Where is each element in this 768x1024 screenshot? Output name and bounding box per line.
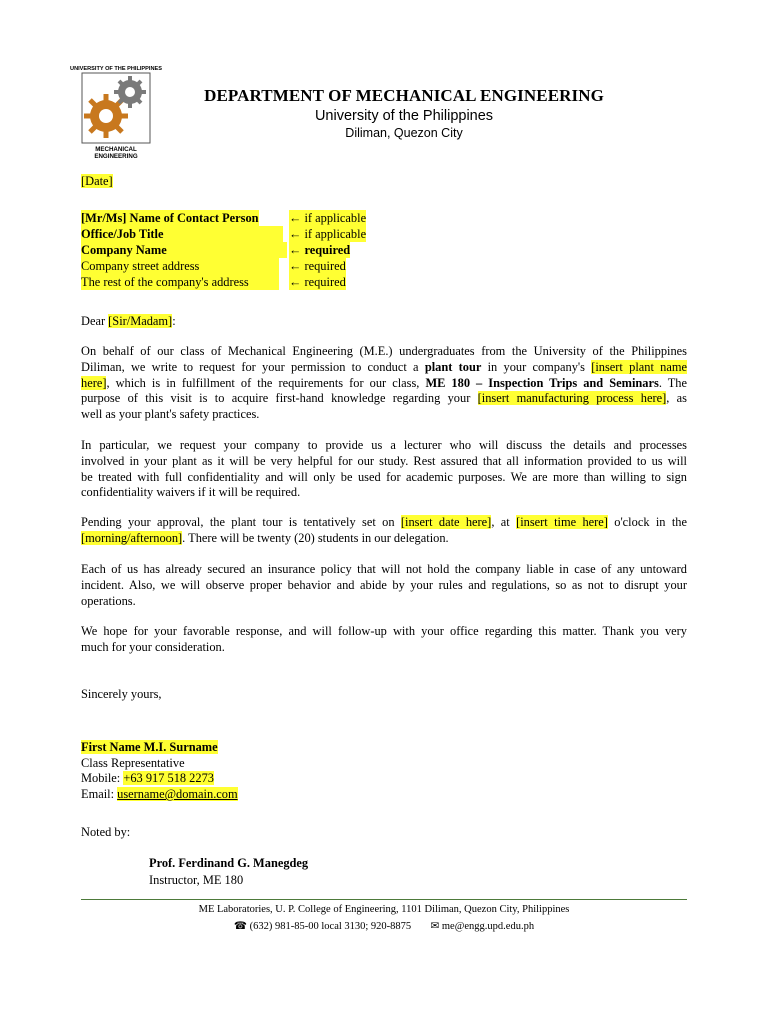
university-name: University of the Philippines	[314, 108, 494, 124]
university-location: Diliman, Quezon City	[345, 126, 463, 140]
signatory-mobile-line	[81, 770, 214, 786]
salutation-name: [Sir/Madam]	[108, 314, 173, 328]
signatory-email-line	[81, 786, 238, 802]
salutation-suffix: :	[172, 314, 176, 328]
logo-bottom-text-1: MECHANICAL	[95, 146, 137, 153]
text-span: , as	[666, 391, 687, 406]
signatory-name: First Name M.I. Surname	[81, 740, 218, 754]
mobile-label: Mobile:	[81, 771, 124, 785]
recipient-note: ← required	[289, 243, 351, 257]
closing-phrase: Sincerely yours,	[81, 687, 162, 701]
recipient-label: Office/Job Title	[81, 226, 283, 242]
footer-contact	[0, 920, 768, 932]
signatory-email-link[interactable]: username@domain.com	[117, 787, 238, 801]
recipient-note: ← if applicable	[289, 227, 367, 241]
time-placeholder: [insert time here]	[516, 515, 608, 529]
footer-address: ME Laboratories, U. P. College of Engineering, 1101 Diliman, Quezon City, Philippines	[198, 904, 570, 915]
salutation	[81, 313, 176, 329]
instructor-name: Prof. Ferdinand G. Manegdeg	[149, 856, 309, 870]
text-line	[81, 360, 687, 376]
logo-top-text: UNIVERSITY OF THE PHILIPPINES	[70, 66, 162, 72]
footer-rule	[81, 899, 687, 900]
text-line: confidentiality waivers if it will be required.	[81, 485, 301, 500]
department-title: DEPARTMENT OF MECHANICAL ENGINEERING	[204, 86, 604, 105]
recipient-line	[81, 274, 346, 290]
text-line: incident. Also, we will observe proper behavior and abide by your rules and regulations, so as not to disrupt your	[81, 577, 687, 592]
recipient-note: ← required	[289, 259, 346, 273]
paragraph-closing	[81, 624, 687, 656]
recipient-note: ← required	[289, 275, 346, 289]
recipient-label: The rest of the company's address	[81, 274, 279, 290]
text-line: We hope for your favorable response, and will follow-up with your office regarding this matter. Thank you very	[81, 624, 687, 638]
signatory-role: Class Representative	[81, 756, 185, 770]
text-span: , which is in fulfillment of the requirements for our class,	[106, 375, 426, 390]
text-span: Pending your approval, the plant tour is tentatively set on	[81, 515, 401, 529]
recipient-label: Company Name	[81, 242, 287, 258]
text-line: involved in your plant as it will be very helpful for our study. Rest assured that all information provided to us will	[81, 453, 687, 468]
text-line: be treated with full confidentiality and will only be used for academic purposes. We are more than willing to sign	[81, 469, 687, 484]
text-line: In particular, we request your company to provide us a lecturer who will discuss the details and processes	[81, 438, 687, 452]
text-line	[81, 391, 687, 407]
text-span: Diliman, we write to request for your permission to conduct a	[81, 359, 425, 374]
signatory-mobile: +63 917 518 2273	[123, 771, 214, 785]
salutation-prefix: Dear	[81, 314, 109, 328]
paragraph-lecturer	[81, 438, 687, 501]
mail-icon: ✉	[430, 921, 440, 932]
paragraph-insurance	[81, 562, 687, 609]
text-line: much for your consideration.	[81, 639, 225, 654]
morning-afternoon-placeholder: [morning/afternoon]	[81, 530, 183, 545]
text-line: well as your plant's safety practices.	[81, 407, 260, 422]
recipient-line	[81, 226, 367, 242]
course-title: ME 180 – Inspection Trips and Seminars	[425, 375, 659, 390]
text-line	[81, 531, 687, 547]
date-line	[81, 173, 113, 189]
date-placeholder: [Date]	[81, 174, 113, 188]
recipient-label: Company street address	[81, 258, 279, 274]
text-line	[81, 376, 687, 392]
text-span: . There will be twenty (20) students in our delegation.	[182, 530, 449, 545]
phone-icon: ☎	[233, 921, 247, 932]
plant-name-placeholder: [insert plant name	[591, 359, 688, 374]
plant-tour-text: plant tour	[424, 359, 482, 374]
process-placeholder: [insert manufacturing process here]	[477, 391, 667, 406]
noted-by-label: Noted by:	[81, 825, 131, 839]
plant-name-placeholder-end: here]	[81, 375, 107, 390]
text-span: in your company's	[481, 359, 592, 374]
recipient-label: [Mr/Ms] Name of Contact Person	[81, 211, 259, 225]
footer-email: me@engg.upd.edu.ph	[441, 921, 535, 932]
recipient-line	[81, 258, 346, 274]
text-span: o'clock in the	[607, 515, 687, 529]
text-line	[81, 515, 687, 531]
signatory-name-line	[81, 739, 218, 755]
logo-bottom-text-2: ENGINEERING	[94, 153, 138, 160]
recipient-line	[81, 210, 367, 226]
text-line: Each of us has already secured an insurance policy that will not hold the company liable in case of any untoward	[81, 562, 687, 576]
instructor-title: Instructor, ME 180	[149, 873, 244, 887]
paragraph-schedule	[81, 515, 687, 547]
text-span: purpose of this visit is to acquire first-hand knowledge regarding your	[81, 391, 478, 406]
recipient-line	[81, 242, 351, 258]
paragraph-request	[81, 344, 687, 423]
text-line: On behalf of our class of Mechanical Engineering (M.E.) undergraduates from the University of the Philippines	[81, 344, 687, 358]
date-placeholder-inline: [insert date here]	[400, 515, 492, 529]
text-line: operations.	[81, 593, 136, 608]
recipient-note: ← if applicable	[289, 211, 367, 225]
text-span: , at	[491, 515, 517, 529]
text-span: . The	[658, 375, 687, 390]
footer-phone: (632) 981-85-00 local 3130; 920-8875	[249, 921, 412, 932]
email-label: Email:	[81, 787, 118, 801]
